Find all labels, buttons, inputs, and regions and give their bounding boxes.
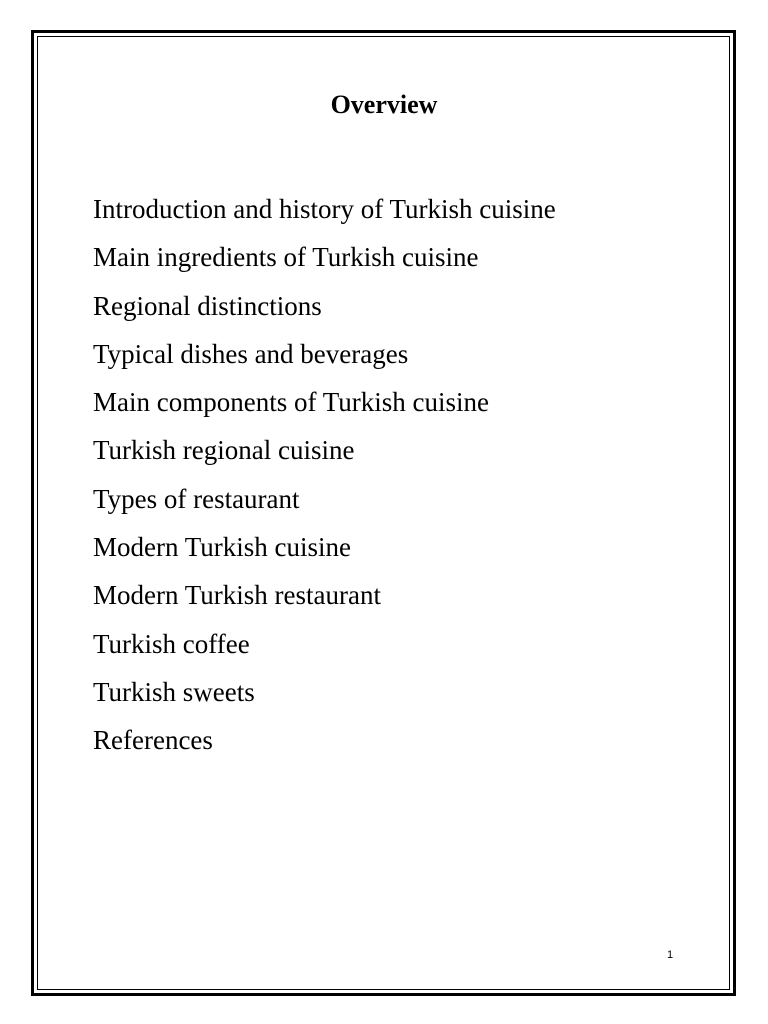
list-item: Turkish sweets (93, 676, 255, 707)
list-item: Introduction and history of Turkish cuisine (93, 194, 556, 224)
list-item: Modern Turkish restaurant (93, 580, 381, 611)
page-number: 1 (666, 949, 674, 961)
list-item: Typical dishes and beverages (93, 338, 409, 369)
page-title: Overview (330, 90, 438, 119)
list-item: Main ingredients of Turkish cuisine (93, 242, 479, 273)
list-item: Types of restaurant (93, 483, 300, 514)
list-item: Turkish coffee (93, 628, 250, 659)
list-item: References (93, 725, 213, 756)
list-item: Main components of Turkish cuisine (93, 387, 489, 418)
list-item: Regional distinctions (93, 290, 322, 321)
list-item: Turkish regional cuisine (93, 435, 355, 466)
list-item: Modern Turkish cuisine (93, 532, 352, 563)
overview-list (93, 185, 556, 765)
